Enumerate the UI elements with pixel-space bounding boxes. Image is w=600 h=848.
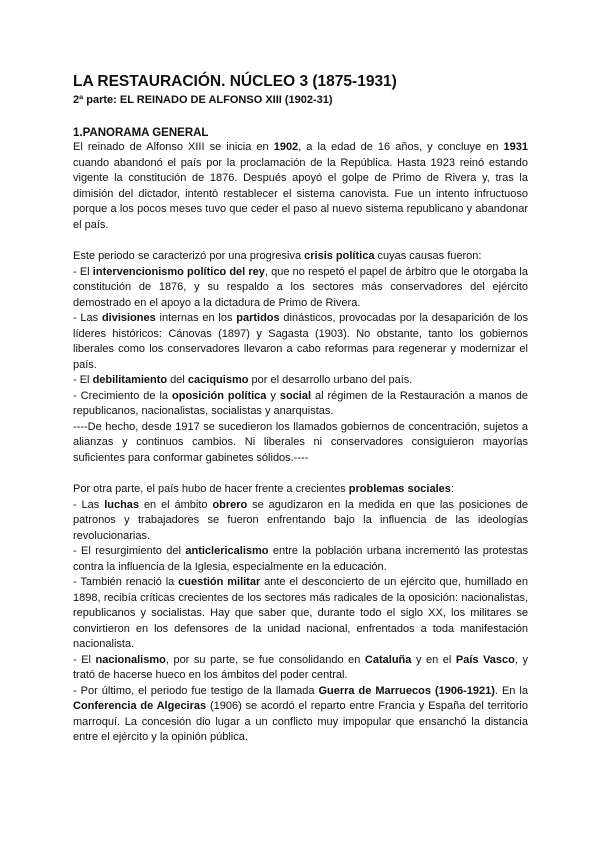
document-title: LA RESTAURACIÓN. NÚCLEO 3 (1875-1931) xyxy=(73,73,397,90)
intro-paragraph: El reinado de Alfonso XIII se inicia en 1902, a la edad de 16 años, y concluye en 1931 cuando abandonó el país por la proclamación de la República. Hasta 1923 reinó estando vigente la constitución de 1876. Después apoyó el golpe de Primo de Rivera y, tras la dimisión del dictador, intentó restablecer el sistema canovista. Fue un intento infructuoso porque a los pocos meses tuvo que ceder el paso al nuevo sistema republicano y abandonar el país. xyxy=(73,141,528,231)
social-intro: Por otra parte, el país hubo de hacer frente a crecientes problemas sociales: xyxy=(73,483,454,495)
social-item: - El resurgimiento del anticlericalismo entre la población urbana incrementó las protestas contra la influencia de la Iglesia, especialmente en la educación. xyxy=(73,545,528,573)
document-subtitle: 2ª parte: EL REINADO DE ALFONSO XIII (1902-31) xyxy=(73,94,333,106)
social-item: - Por último, el periodo fue testigo de la llamada Guerra de Marruecos (1906-1921). En la Conferencia de Algeciras (1906) se acordó el reparto entre Francia y España del territorio marroquí. La concesión dio lugar a un conflicto muy impopular que ensanchó la distancia entre el ejército y la opinión pública. xyxy=(73,684,528,743)
crisis-item: - Crecimiento de la oposición política y social al régimen de la Restauración a manos de republicanos, nacionalistas, socialistas y anarquistas. xyxy=(73,389,528,417)
crisis-note: ----De hecho, desde 1917 se sucedieron los llamados gobiernos de concentración, sujetos a alianzas y continuos cambios. Ni liberales ni conservadores consiguieron mayorías suficientes para conformar gabinetes sólidos.---- xyxy=(73,420,528,464)
crisis-intro: Este periodo se caracterizó por una progresiva crisis política cuyas causas fueron: xyxy=(73,250,482,262)
social-item: - Las luchas en el ámbito obrero se agudizaron en la medida en que las posiciones de patronos y trabajadores se fueron enfrentando bajo la influencia de las ideologías revolucionarias. xyxy=(73,498,528,542)
social-item: - También renació la cuestión militar ante el desconcierto de un ejército que, humillado en 1898, recibía críticas crecientes de los sectores más radicales de la oposición: nacionalistas, republicanos y socialistas. Hay que saber que, durante todo el siglo XX, los militares se convirtieron en los defensores de la unidad nacional, enfrentados a toda manifestación nacionalista. xyxy=(73,576,529,650)
document-content xyxy=(73,72,528,746)
crisis-item: - El debilitamiento del caciquismo por el desarrollo urbano del país. xyxy=(73,374,413,386)
social-item: - El nacionalismo, por su parte, se fue consolidando en Cataluña y en el País Vasco, y trató de hacerse hueco en los ámbitos del poder central. xyxy=(73,653,528,681)
crisis-item: - El intervencionismo político del rey, que no respetó el papel de árbitro que le otorgaba la constitución de 1876, y su respaldo a los sectores más conservadores del ejército demostrado en el apoyo a la dictadura de Primo de Rivera. xyxy=(73,265,528,309)
crisis-item: - Las divisiones internas en los partidos dinásticos, provocadas por la desaparición de los líderes históricos: Cánovas (1897) y Sagasta (1903). No obstante, tanto los gobiernos liberales como los conservadores llevaron a cabo reformas para regenerar y modernizar el país. xyxy=(73,312,529,371)
section-heading: 1.PANORAMA GENERAL xyxy=(73,127,209,139)
